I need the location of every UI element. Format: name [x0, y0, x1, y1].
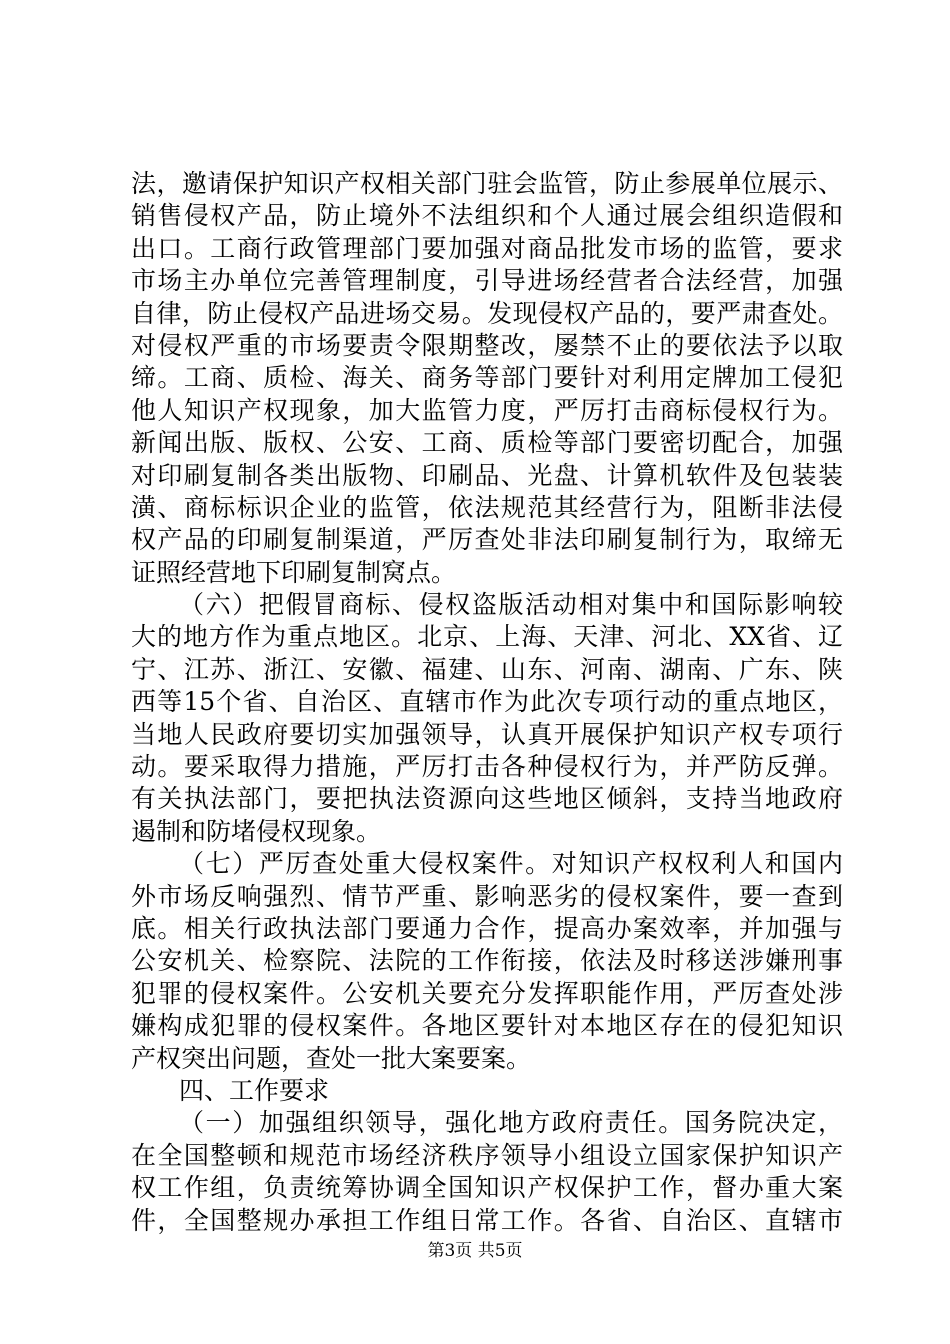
text-line: 自律，防止侵权产品进场交易。发现侵权产品的，要严肃查处。 — [131, 298, 843, 328]
text-line: 法，邀请保护知识产权相关部门驻会监管，防止参展单位展示、 — [131, 169, 843, 198]
text-line: 缔。工商、质检、海关、商务等部门要针对利用定牌加工侵犯 — [131, 363, 843, 393]
text-line: （一）加强组织领导，强化地方政府责任。国务院决定， — [179, 1108, 843, 1138]
text-line: 权工作组，负责统筹协调全国知识产权保护工作，督办重大案 — [131, 1173, 843, 1203]
text-line: 产权突出问题，查处一批大案要案。 — [131, 1043, 532, 1073]
text-line: 销售侵权产品，防止境外不法组织和个人通过展会组织造假和 — [131, 201, 843, 231]
text-line: （七）严厉查处重大侵权案件。对知识产权权利人和国内 — [179, 849, 843, 879]
text-line: 动。要采取得力措施，严厉打击各种侵权行为，并严防反弹。 — [131, 752, 843, 782]
text-line: 犯罪的侵权案件。公安机关要充分发挥职能作用，严厉查处涉 — [131, 978, 843, 1008]
page-footer: 第3页 共5页 — [427, 1241, 523, 1261]
text-line: 件，全国整规办承担工作组日常工作。各省、自治区、直辖市 — [131, 1205, 843, 1235]
text-line: 遏制和防堵侵权现象。 — [131, 816, 382, 846]
text-line: 底。相关行政执法部门要通力合作，提高办案效率，并加强与 — [131, 913, 843, 943]
text-line: 外市场反响强烈、情节严重、影响恶劣的侵权案件，要一查到 — [131, 881, 843, 911]
text-line: 市场主办单位完善管理制度，引导进场经营者合法经营，加强 — [131, 266, 843, 296]
text-line: 西等15个省、自治区、直辖市作为此次专项行动的重点地区， — [131, 687, 843, 717]
text-line: 对侵权严重的市场要责令限期整改，屡禁不止的要依法予以取 — [131, 330, 843, 360]
text-line: 有关执法部门，要把执法资源向这些地区倾斜，支持当地政府 — [131, 784, 843, 814]
text-line: （六）把假冒商标、侵权盗版活动相对集中和国际影响较 — [179, 590, 843, 620]
text-line: 证照经营地下印刷复制窝点。 — [131, 557, 457, 587]
text-line: 新闻出版、版权、公安、工商、质检等部门要密切配合，加强 — [131, 428, 843, 458]
text-line: 出口。工商行政管理部门要加强对商品批发市场的监管，要求 — [131, 233, 843, 263]
text-line: 四、工作要求 — [179, 1075, 330, 1105]
text-line: 大的地方作为重点地区。北京、上海、天津、河北、XX省、辽 — [131, 622, 843, 652]
body-text — [131, 168, 843, 1237]
text-line: 潢、商标标识企业的监管，依法规范其经营行为，阻断非法侵 — [131, 492, 843, 522]
text-line: 权产品的印刷复制渠道，严厉查处非法印刷复制行为，取缔无 — [131, 525, 843, 555]
text-line: 在全国整顿和规范市场经济秩序领导小组设立国家保护知识产 — [131, 1140, 843, 1170]
text-line: 他人知识产权现象，加大监管力度，严厉打击商标侵权行为。 — [131, 395, 843, 425]
text-line: 当地人民政府要切实加强领导，认真开展保护知识产权专项行 — [131, 719, 843, 749]
text-line: 嫌构成犯罪的侵权案件。各地区要针对本地区存在的侵犯知识 — [131, 1011, 843, 1041]
text-line: 对印刷复制各类出版物、印刷品、光盘、计算机软件及包装装 — [131, 460, 843, 490]
text-line: 公安机关、检察院、法院的工作衔接，依法及时移送涉嫌刑事 — [131, 946, 843, 976]
text-line: 宁、江苏、浙江、安徽、福建、山东、河南、湖南、广东、陕 — [131, 654, 843, 684]
